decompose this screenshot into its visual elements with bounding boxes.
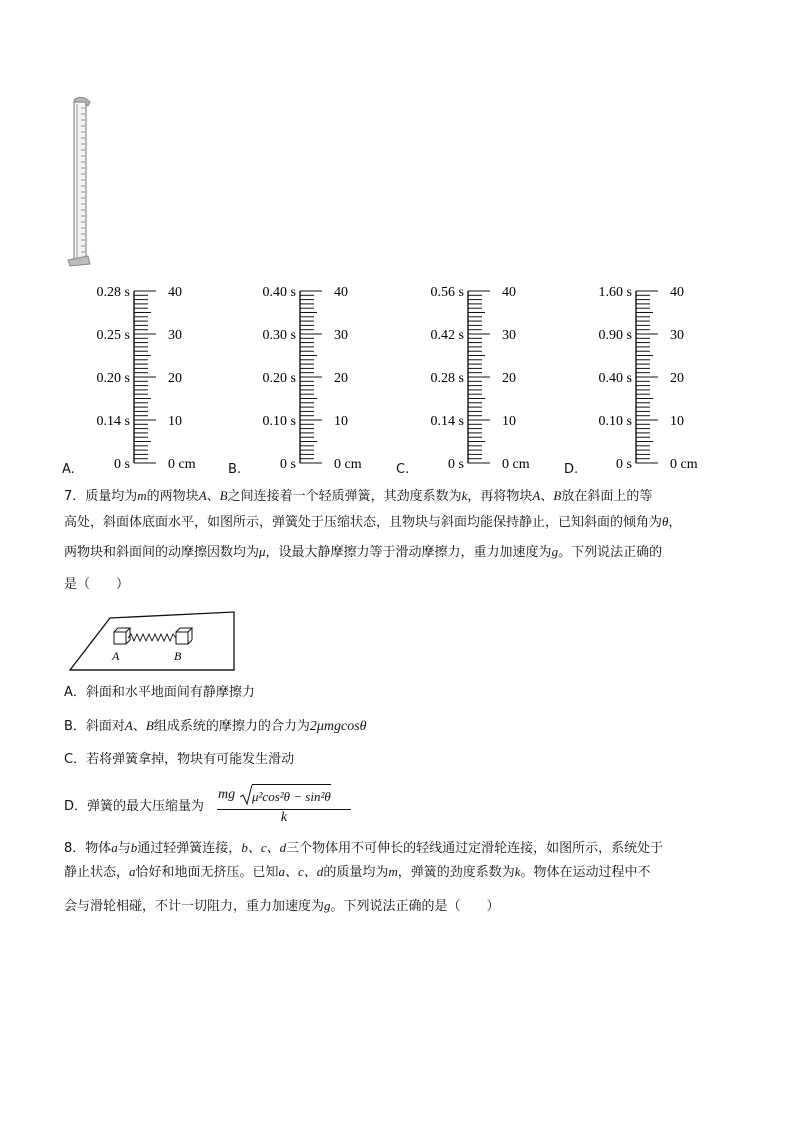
cm-label: 30 [502, 328, 516, 343]
time-label: 0.90 s [598, 328, 632, 343]
cm-label: 40 [502, 285, 516, 300]
block-a [114, 628, 130, 644]
cm-label: 40 [334, 285, 348, 300]
cm-label: 30 [168, 328, 182, 343]
cm-label: 20 [168, 371, 182, 386]
q7-option-d: D．弹簧的最大压缩量为 [64, 799, 205, 814]
cm-label: 20 [670, 371, 684, 386]
q7-line4: 是（ ） [64, 577, 130, 592]
time-label: 0.14 s [96, 414, 130, 429]
ruler-option-b [254, 282, 404, 472]
ruler-option-c [422, 282, 572, 472]
option-letter: D. [564, 462, 579, 477]
block-b [176, 628, 192, 644]
q7-option-c: C．若将弹簧拿掉，物块有可能发生滑动 [64, 752, 295, 767]
time-label: 0 s [114, 457, 130, 472]
cm-label: 0 cm [334, 457, 362, 472]
q8-line1: 8．物体a与b通过轻弹簧连接，b、c、d三个物体用不可伸长的轻线通过定滑轮连接，如图所示，系统处于 [64, 840, 664, 856]
incline-figure [66, 608, 242, 672]
q7-line3: 两物块和斜面间的动摩擦因数均为μ，设最大静摩擦力等于滑动摩擦力，重力加速度为g。下列说法正确的 [64, 544, 663, 560]
time-label: 0 s [448, 457, 464, 472]
cm-label: 30 [334, 328, 348, 343]
time-label: 1.60 s [598, 285, 632, 300]
time-label: 0.14 s [430, 414, 464, 429]
cm-label: 0 cm [670, 457, 698, 472]
fig-label-a: A [112, 649, 120, 663]
time-label: 0.28 s [96, 285, 130, 300]
time-label: 0 s [280, 457, 296, 472]
cm-label: 0 cm [502, 457, 530, 472]
q7-line1: 7．质量均为m的两物块A、B之间连接着一个轻质弹簧，其劲度系数为k，再将物块A、B放在斜面上的等 [64, 488, 653, 504]
cm-label: 10 [334, 414, 348, 429]
spring [128, 634, 176, 641]
option-letter: B. [228, 462, 242, 477]
fraction-numerator: mg μ²cos²θ − sin²θ [217, 784, 353, 806]
time-label: 0.56 s [430, 285, 464, 300]
sqrt-sign [239, 784, 253, 806]
time-label: 0.28 s [430, 371, 464, 386]
time-label: 0.40 s [262, 285, 296, 300]
time-label: 0.25 s [96, 328, 130, 343]
q8-line3: 会与滑轮相碰，不计一切阻力，重力加速度为g。下列说法正确的是（ ） [64, 898, 500, 914]
cm-label: 10 [670, 414, 684, 429]
ruler-option-d [590, 282, 740, 472]
q7-line2: 高处，斜面体底面水平，如图所示，弹簧处于压缩状态，且物块与斜面均能保持静止，已知斜面的倾角为θ， [64, 514, 682, 530]
q7-option-b: B．斜面对A、B组成系统的摩擦力的合力为2μmgcosθ [64, 718, 367, 734]
cm-label: 10 [168, 414, 182, 429]
ruler-image [64, 96, 94, 268]
time-label: 0.20 s [262, 371, 296, 386]
cm-label: 30 [670, 328, 684, 343]
cm-label: 0 cm [168, 457, 196, 472]
time-label: 0.10 s [262, 414, 296, 429]
ruler-option-a [88, 282, 238, 472]
cm-label: 40 [168, 285, 182, 300]
time-label: 0.20 s [96, 371, 130, 386]
time-label: 0.30 s [262, 328, 296, 343]
time-label: 0.10 s [598, 414, 632, 429]
option-letter: C. [396, 462, 410, 477]
time-label: 0.40 s [598, 371, 632, 386]
time-label: 0 s [616, 457, 632, 472]
cm-label: 10 [502, 414, 516, 429]
fig-label-b: B [174, 649, 182, 663]
fraction-denominator: k [280, 810, 288, 825]
cm-label: 20 [502, 371, 516, 386]
q8-line2: 静止状态，a恰好和地面无挤压。已知a、c、d的质量均为m，弹簧的劲度系数为k。物体在运动过程中不 [64, 864, 651, 880]
q7-option-a: A．斜面和水平地面间有静摩擦力 [64, 685, 255, 700]
cm-label: 20 [334, 371, 348, 386]
cm-label: 40 [670, 285, 684, 300]
time-label: 0.42 s [430, 328, 464, 343]
q7-option-d-formula [217, 784, 353, 826]
option-letter: A. [62, 462, 75, 477]
